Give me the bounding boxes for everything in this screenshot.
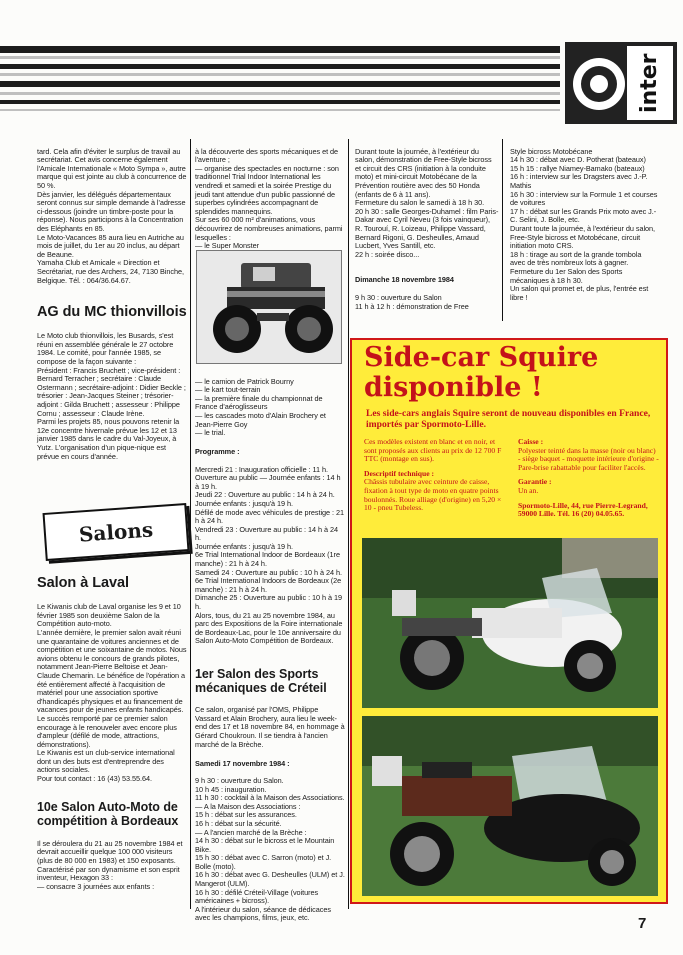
sidecar-title: Side-car Squire disponible ! xyxy=(364,342,599,403)
bordeaux-title: 10e Salon Auto-Moto de compétition à Bordeaux xyxy=(37,800,179,829)
page-number: 7 xyxy=(638,915,647,932)
sidecar-contact: Spormoto-Lille, 44, rue Pierre-Legrand, 59000 Lille. Tél. 16 (20) 04.05.65. xyxy=(518,500,648,519)
samedi-label: Samedi 17 novembre 1984 : xyxy=(195,758,290,768)
sidecar-dark-graphic xyxy=(362,716,658,896)
salons-badge-text: Salons xyxy=(78,517,154,547)
salons-badge xyxy=(43,503,190,561)
garantie-label: Garantie : xyxy=(518,477,552,487)
column-1-lower xyxy=(37,566,187,902)
creteil-title: 1er Salon des Sports mécaniques de Créteil xyxy=(195,666,327,695)
sidecar-p1: Ces modèles existent en blanc et en noir, et sont proposés aux clients au prix de 12 700 F TTC (montage en sus). xyxy=(364,437,502,464)
col1-intro: tard. Cela afin d'éviter le surplus de travail au secrétariat. Cet avis concerne également l'Amicale Internationale « Moto Sympa », autre marque qui est jointe au club à concurrence de 50 %. Dès janvier, les délégués départementaux seront connus sur simple demande à l'adresse ci-dessous (joindre un timbre-poste pour la réponse). Nous participons à la Concentration des Eléphants en 85. Le Moto-Vacances 85 aura lieu en Autriche au mois de juillet, du 1er au 20 inclus, au départ de Beaune. Yamaha Club et Amicale « Direction et Secrétariat, rue des Archers, 24, 7130 Binche, Belgique. Tél. : 064/36.64.67. xyxy=(37,146,187,285)
logo-text: inter xyxy=(637,53,662,113)
samedi-body: 9 h 30 : ouverture du Salon. 10 h 45 : inauguration. 11 h 30 : cocktail à la Maison des Associations. — A la Maison des Associations : 15 h : débat sur les assurances. 16 h : débat sur la sécurité. — A l'ancien marché de la Brèche : 14 h 30 : débat sur le bicross et le Mountain Bike. 15 h 30 : débat avec C. Sarron (moto) et J. Bolle (moto). 16 h 30 : débat avec G. Desheulles (ULM) et J. Mangerot (ULM). 16 h 30 : défilé Créteil-Village (voitures américaines + bicross). A l'intérieur du salon, séance de dédicaces avec les champions, films, jeux, etc. xyxy=(195,775,345,923)
caisse-text: Polyester teinté dans la masse (noir ou blanc) - siège baquet - moquette intérieure d'origine - Pare-brise rabattable pour faciliter l'accès. xyxy=(518,445,659,472)
creteil-body: Ce salon, organisé par l'OMS, Philippe Vassard et Alain Brochery, aura lieu le week-end des 17 et 18 novembre 84, en hommage à Gérard Choukroun. Il se tiendra à l'ancien marché de la Brèche. xyxy=(195,705,345,749)
garantie-text: Un an. xyxy=(518,485,539,495)
col4-body: Style bicross Motobécane 14 h 30 : débat avec D. Potherat (bateaux) 15 h 15 : rallye Niamey-Bamako (bateaux) 16 h : interview sur les Dragsters avec J.-P. Mathis 16 h 30 : interview sur la Formule 1 et courses de voitures 17 h : débat sur les Grands Prix moto avec J.-C. Selini, J. Bolle, etc. Durant toute la journée, à l'extérieur du salon, Free-Style bicross et Motobécane, circuit initiation moto CRS. 18 h : tirage au sort de la grande tombola avec de très nombreux lots à gagner. Fermeture du 1er Salon des Sports mécaniques à 18 h 30. Un salon qui promet et, de plus, l'entrée est libre ! xyxy=(510,146,658,302)
col2-top: à la découverte des sports mécaniques et de l'aventure ; — organise des spectacles en nocturne : son traditionnel Trial Indoor International les vendredi et samedi et la soirée Prestige du jeudi tant attendue d'un public passionné de superbes cylindrées accompagnant de splendides mannequins. Sur ses 60 000 m² d'animations, vous découvrirez de nombreuses animations, parmi lesquelles : — le Super Monster xyxy=(195,146,343,251)
sidecar-col-left xyxy=(364,438,506,513)
laval-title: Salon à Laval xyxy=(37,574,130,591)
programme-body: Mercredi 21 : Inauguration officielle : 11 h. Ouverture au public — Journée enfants : 14 h à 19 h. Jeudi 22 : Ouverture au public : 14 h à 24 h. Journée enfants : jusqu'à 19 h. Défilé de mode avec véhicules de prestige : 21 h à 24 h. Vendredi 23 : Ouverture au public : 14 h à 24 h. Journée enfants : jusqu'à 19 h. 6e Trial International Indoor de Bordeaux (1re manche) : 21 h à 24 h. Samedi 24 : Ouverture au public : 10 h à 24 h. 6e Trial International Indoors de Bordeaux (2e manche) : 21 h à 24 h. Dimanche 25 : Ouverture au public : 10 h à 19 h. Alors, tous, du 21 au 25 novembre 1984, au parc des Expositions de la Foire internationale de Bordeaux-Lac, pour le 10e anniversaire du Salon Auto-Moto Compétition de Bordeaux. xyxy=(195,464,344,646)
ag-body: Le Moto club thionvillois, les Busards, s'est réuni en assemblée générale le 27 octobre 1984. Le comité, pour l'année 1985, se compose de la façon suivante : Président : Francis Bruchett ; vice-président : Bernard Terracher ; secrétaire : Claude Ostermann ; secrétaire-adjoint : Didier Beckle ; trésorier : Jean-Jacques Steiner ; trésorier-adjoint : Gilda Bruchett ; assesseur : Philippe Cornu ; assesseur : Claude Irène. Parmi les projets 85, nous pouvons retenir la 12e concentre hivernale prévue les 12 et 13 janvier 1985 dans le cadre du Val-Joyeux, à Yutz. L'organisation d'un pique-nique est prévue en cours d'année. xyxy=(37,331,186,461)
monster-truck-photo xyxy=(196,250,342,364)
col3-top: Durant toute la journée, à l'extérieur du salon, démonstration de Free-Style bicross et circuit des CRS (initiation à la conduite moto) et mini-circuit Motobécane de la Prévention routière avec des 50 Honda (enfants de 6 à 11 ans). Fermeture du salon le samedi à 18 h 30. 20 h 30 : salle Georges-Duhamel : film Paris-Dakar avec Cyril Neveu (3 fois vainqueur), R. Tourouí, R. Loizeau, Philippe Vassard, Bernard Rigoni, G. Desheulles, Arnaud Lucbert, Yves Santill, etc. 22 h : soirée disco... xyxy=(355,146,499,259)
column-3 xyxy=(355,139,499,322)
laval-body: Le Kiwanis club de Laval organise les 9 et 10 février 1985 son deuxième Salon de la Compétition auto-moto. L'année dernière, le premier salon avait réuni une quarantaine de voitures anciennes et de compétition et une soixantaine de motos. Nous avions obtenu le concours de grands pilotes, notamment Jean-Pierre Beltoise et Jean-Claude Chemarin. Le bénéfice de l'opération a été entièrement affecté à l'acquisition de matériel pour une association sportive d'handicapés physiques et au financement de vacances pour de jeunes enfants handicapés. Le succès remporté par ce premier salon encourage à le renouveler avec encore plus d'ampleur (défilé de mode, attractions, démonstrations). Le Kiwanis est un club-service international dont un des buts est d'entreprendre des actions sociales. Pour tout contact : 16 (43) 53.55.64. xyxy=(37,602,187,784)
inter-logo xyxy=(565,42,677,124)
caisse-label: Caisse : xyxy=(518,437,544,446)
column-2 xyxy=(195,139,345,261)
column-rule-3 xyxy=(502,139,503,321)
column-4 xyxy=(510,139,658,313)
column-rule-2 xyxy=(348,139,349,909)
bordeaux-body: Il se déroulera du 21 au 25 novembre 1984 et devrait accueillir quelque 100 000 visiteurs (plus de 80 000 en 1983) et 150 exposants. Caractérisé par son dynamisme et son esprit inventeur, Hexagon 33 : — consacre 3 journées aux enfants : xyxy=(37,838,183,891)
dimanche-label: Dimanche 18 novembre 1984 xyxy=(355,274,454,284)
column-2-lower xyxy=(195,369,345,934)
ag-title: AG du MC thionvillois xyxy=(37,303,187,320)
sidecar-lead: Les side-cars anglais Squire seront de nouveau disponibles en France, importés par Spormoto-Lille. xyxy=(366,408,651,430)
sidecar-desc: Châssis tubulaire avec ceinture de caisse, fixation à tout type de moto en quatre points boulonnés. Roue alliage (d'origine) en 5,20 × 10 - pneu Tubeless. xyxy=(364,477,502,513)
sidecar-desc-label: Descriptif technique : xyxy=(364,468,435,478)
dimanche-body: 9 h 30 : ouverture du Salon 11 h à 12 h : démonstration de Free xyxy=(355,293,469,311)
sidecar-box xyxy=(350,338,668,904)
col2-after-photo: — le camion de Patrick Bourny — le kart tout-terrain — la première finale du championnat de France d'aéroglisseurs — les cascades moto d'Alain Brochery et Jean-Pierre Goy — le trial. xyxy=(195,376,326,438)
monster-truck-graphic xyxy=(197,251,341,363)
column-rule-1 xyxy=(190,139,191,909)
sidecar-photo-white xyxy=(362,538,658,708)
column-1 xyxy=(37,139,187,472)
sidecar-photo-dark xyxy=(362,716,658,896)
sidecar-white-graphic xyxy=(362,538,658,708)
programme-label: Programme : xyxy=(195,447,240,457)
sidecar-col-right xyxy=(518,438,660,519)
